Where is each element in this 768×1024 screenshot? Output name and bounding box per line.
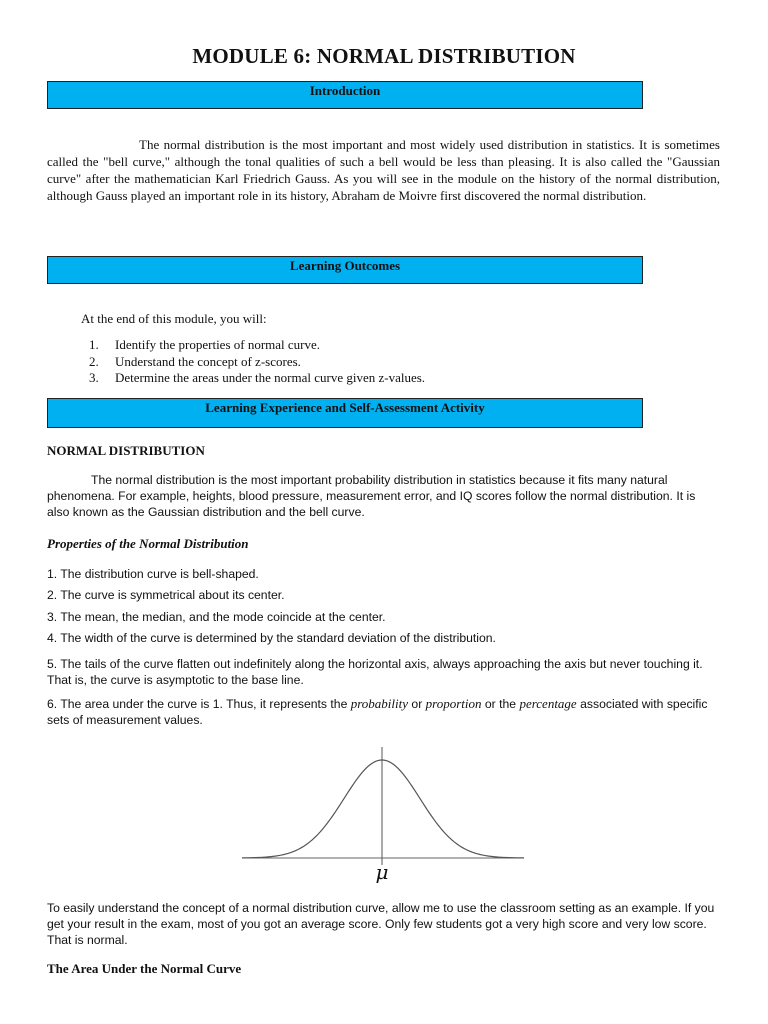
property-4: 4. The width of the curve is determined by the standard deviation of the distribution. xyxy=(47,631,496,645)
learning-experience-banner xyxy=(47,398,643,428)
learning-outcomes-banner-label: Learning Outcomes xyxy=(289,258,401,273)
learning-outcomes-banner xyxy=(47,256,643,284)
properties-heading: Properties of the Normal Distribution xyxy=(47,536,249,551)
list-item: 2. Understand the concept of z-scores. xyxy=(89,353,301,369)
outcomes-list xyxy=(89,337,425,387)
page-title: MODULE 6: NORMAL DISTRIBUTION xyxy=(192,44,576,68)
normal-distribution-heading: NORMAL DISTRIBUTION xyxy=(47,443,205,458)
intro-paragraph: The normal distribution is the most important and most widely used distribution in statistics. It is sometimes called the "bell curve," although the tonal qualities of such a bell would be less than pleasing. It is also called the "Gaussian curve" after the mathematician Karl Friedrich Gauss. As you will see in the module on the history of the normal distribution, although Gauss played an important role in its history, Abraham de Moivre first discovered the normal distribution. xyxy=(47,137,720,203)
introduction-banner xyxy=(47,81,643,109)
mu-label: μ xyxy=(375,860,389,884)
property-1: 1. The distribution curve is bell-shaped. xyxy=(47,567,259,581)
bell-curve xyxy=(242,760,524,858)
list-item: 3. Determine the areas under the normal curve given z-values. xyxy=(89,370,426,385)
classroom-paragraph: To easily understand the concept of a normal distribution curve, allow me to use the classroom setting as an example. If you get your result in the exam, most of you got an average score. Only few students got a very high score and very low score. That is normal. xyxy=(47,901,715,947)
property-6: 6. The area under the curve is 1. Thus, it represents the probability or proportion or the percentage associated with specific sets of measurement values. xyxy=(47,696,708,727)
property-3: 3. The mean, the median, and the mode coincide at the center. xyxy=(47,610,386,624)
property-5: 5. The tails of the curve flatten out indefinitely along the horizontal axis, always approaching the axis but never touching it. That is, the curve is asymptotic to the base line. xyxy=(47,657,703,687)
learning-experience-banner-label: Learning Experience and Self-Assessment Activity xyxy=(205,400,485,415)
normal-paragraph: The normal distribution is the most important probability distribution in statistics because it fits many natural phenomena. For example, heights, blood pressure, measurement error, and IQ scores follow the normal distribution. It is also known as the Gaussian distribution and the bell curve. xyxy=(47,473,696,519)
list-item: 1. Identify the properties of normal curve. xyxy=(89,337,321,352)
property-2: 2. The curve is symmetrical about its center. xyxy=(47,588,285,602)
area-heading: The Area Under the Normal Curve xyxy=(47,961,242,976)
outcomes-lead: At the end of this module, you will: xyxy=(81,311,267,326)
introduction-banner-label: Introduction xyxy=(309,83,381,98)
bell-curve-figure xyxy=(238,745,528,885)
